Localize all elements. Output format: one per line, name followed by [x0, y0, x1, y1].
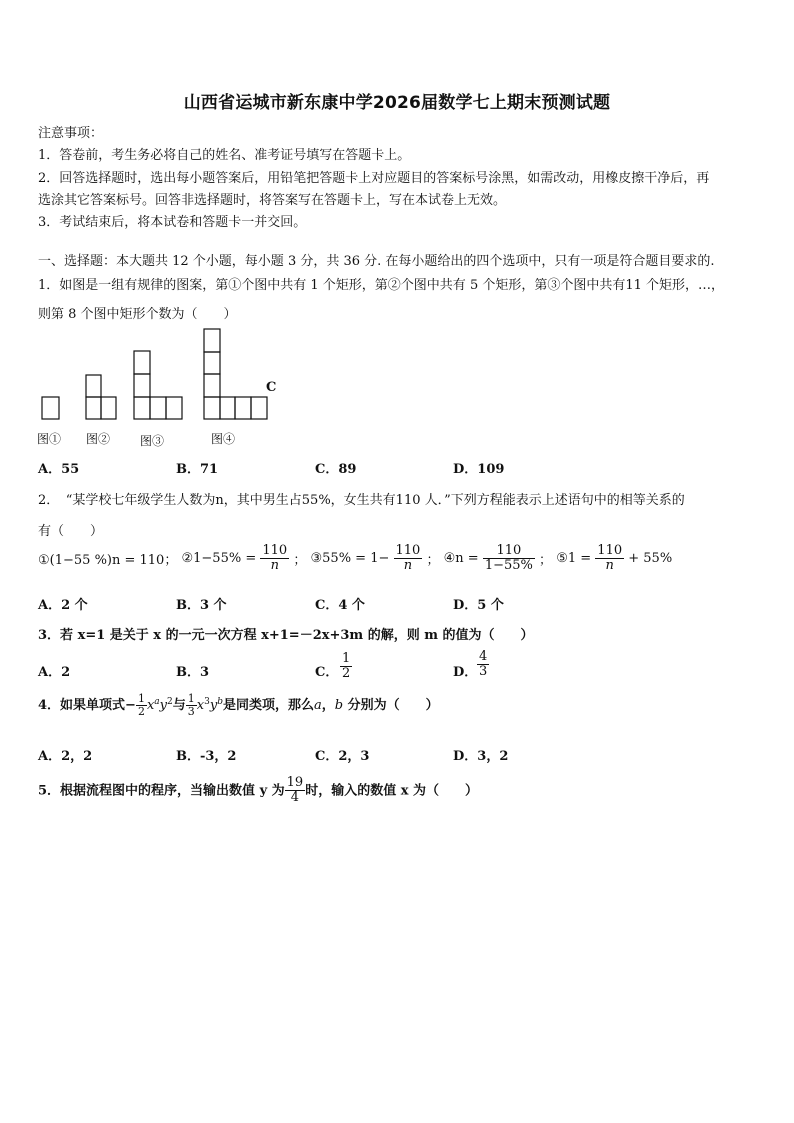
q3-option-b: B．3	[176, 665, 210, 680]
q3-option-d: D．	[453, 665, 478, 680]
fig3-rect	[134, 397, 150, 419]
q2-eq-2-post: ；	[293, 553, 307, 569]
fig3-rect	[150, 397, 166, 419]
q2-option-a: A．2 个	[38, 598, 88, 613]
q2-eq-4-fraction: $\frac{110}{1-55\%}$	[484, 543, 533, 574]
section-heading: 一、选择题：本大题共 12 个小题，每小题 3 分，共 36 分. 在每小题给出的四个选项中，只有一项是符合题目要求的.	[38, 254, 715, 269]
notice-item-2: 2．回答选择题时，选出每小题答案后，用铅笔把答题卡上对应题目的答案标号涂黑，如需改动，用橡皮擦干净后，再	[38, 171, 710, 186]
notice-item-2-cont: 选涂其它答案标号。回答非选择题时，将答案写在答题卡上，写在本试卷上无效。	[38, 193, 507, 208]
fig-label-4: 图④	[211, 432, 236, 446]
q2-eq-5-post: + 55%	[628, 551, 673, 567]
q2-eq-3-pre: ③55% = 1−	[310, 551, 390, 567]
q5-fraction: $\frac{19}{4}$	[286, 775, 304, 806]
fig4-rect	[235, 397, 251, 419]
q2-stem-line2: 有（ ）	[38, 524, 104, 539]
q3-option-c: C．	[315, 665, 339, 680]
fig1-rect	[42, 397, 59, 419]
q4-stem: 4．如果单项式− $\frac{1}{2}$ $x^ay^2$与 $\frac{1}{3}$ $x^3y^b$是同类项，那么a，b 分别为（ ）	[38, 692, 439, 719]
fig-label-3: 图③	[140, 434, 165, 448]
q3-option-c-fraction: $\frac{1}{2}$	[342, 651, 351, 682]
q2-eq-3-fraction: $\frac{110}{n}$	[395, 543, 421, 574]
fig-marker: C	[266, 380, 277, 395]
fig3-rect	[134, 374, 150, 397]
q5-stem: 5．根据流程图中的程序，当输出数值 y 为 $\frac{19}{4}$ 时，输入的数值 x 为（ ）	[38, 775, 479, 806]
q2-eq-1: ①(1−55 %)n = 110；	[38, 553, 178, 569]
fig2-rect	[101, 397, 116, 419]
q4-option-d: D．3，2	[453, 749, 509, 764]
q4-option-c: C．2，3	[315, 749, 370, 764]
q1-stem-line1: 1．如图是一组有规律的图案，第①个图中共有 1 个矩形，第②个图中共有 5 个矩形，第③个图中共有11 个矩形，…，	[38, 278, 725, 293]
fig4-rect	[204, 352, 220, 374]
q1-stem-line2: 则第 8 个图中矩形个数为（ ）	[38, 307, 237, 322]
fig4-rect	[204, 397, 220, 419]
fig4-rect	[204, 374, 220, 397]
q2-eq-4-post: ；	[539, 553, 553, 569]
notice-item-1: 1．答卷前，考生务必将自己的姓名、准考证号填写在答题卡上。	[38, 148, 411, 163]
q4-option-b: B．-3，2	[176, 749, 237, 764]
page-title: 山西省运城市新东康中学2026届数学七上期末预测试题	[183, 93, 611, 113]
q2-option-c: C．4 个	[315, 598, 365, 613]
q2-eq-2-pre: ②1−55% =	[181, 551, 257, 567]
q3-option-a: A．2	[38, 665, 71, 680]
notice-item-3: 3．考试结束后，将本试卷和答题卡一并交回。	[38, 215, 307, 230]
q2-stem-line1: 2． “某学校七年级学生人数为n，其中男生占55%，女生共有110 人．”下列方程能表示上述语句中的相等关系的	[38, 493, 685, 508]
q3-stem: 3．若 x=1 是关于 x 的一元一次方程 x+1=－2x+3m 的解，则 m 的值为（ ）	[38, 628, 534, 643]
fig3-rect	[134, 351, 150, 374]
q2-eq-4-pre: ④n =	[443, 551, 479, 567]
q2-option-b: B．3 个	[176, 598, 227, 613]
q4-option-a: A．2，2	[38, 749, 93, 764]
q3-option-d-fraction: $\frac{4}{3}$	[479, 649, 488, 680]
q2-option-d: D．5 个	[453, 598, 504, 613]
q4-fraction-1: $\frac{1}{2}$	[137, 692, 145, 719]
q2-eq-2-fraction: $\frac{110}{n}$	[262, 543, 288, 574]
q2-eq-5-fraction: $\frac{110}{n}$	[597, 543, 623, 574]
q2-eq-5-pre: ⑤1 =	[556, 551, 592, 567]
q1-option-d: D．109	[453, 462, 505, 477]
q4-fraction-2: $\frac{1}{3}$	[187, 692, 195, 719]
fig-label-2: 图②	[86, 432, 111, 446]
fig4-rect	[204, 329, 220, 352]
q1-option-c: C．89	[315, 462, 357, 477]
q2-eq-3-post: ；	[426, 553, 440, 569]
fig2-rect	[86, 397, 101, 419]
q1-option-b: B．71	[176, 462, 219, 477]
fig4-rect	[251, 397, 267, 419]
q1-option-a: A．55	[38, 462, 80, 477]
q2-equations	[38, 544, 672, 574]
fig2-rect	[86, 375, 101, 397]
fig-label-1: 图①	[37, 432, 62, 446]
notice-heading: 注意事项：	[38, 126, 104, 141]
fig4-rect	[220, 397, 235, 419]
fig3-rect	[166, 397, 182, 419]
